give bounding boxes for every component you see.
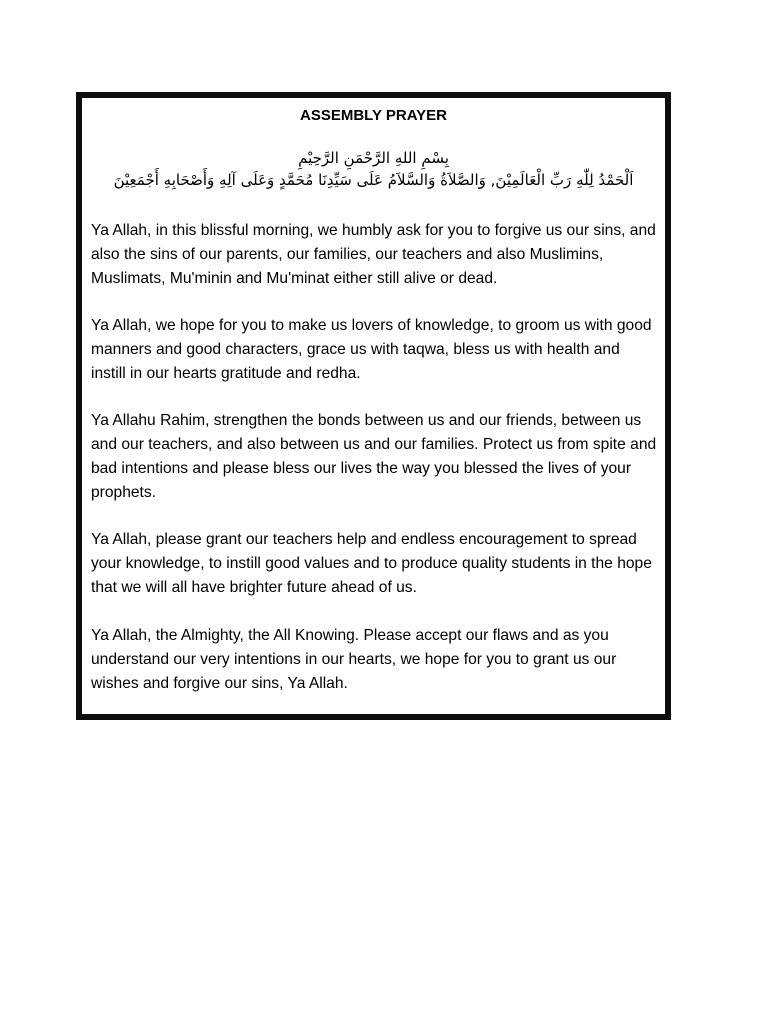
prayer-paragraph-5: Ya Allah, the Almighty, the All Knowing. Please accept our flaws and as you understand our very intentions in our hearts, we hope for you to grant us our wishes and forgive our sins, Ya Allah. [91, 627, 617, 692]
arabic-basmala: بِسْمِ اللهِ الرَّحْمَنِ الرَّحِيْمِ [298, 149, 449, 167]
prayer-document-frame [76, 92, 671, 720]
prayer-paragraph-2: Ya Allah, we hope for you to make us lovers of knowledge, to groom us with good manners and good characters, grace us with taqwa, bless us with health and instill in our hearts gratitude and redha. [91, 317, 652, 382]
document-title: ASSEMBLY PRAYER [300, 107, 447, 124]
arabic-opening-line: اَلْحَمْدُ لِلّٰهِ رَبِّ الْعَالَمِيْنَ, وَالصَّلاَةُ وَالسَّلاَمُ عَلَى سَيِّدِنَا مُحَمَّدٍ وَعَلَى آلِهِ وَأَصْحَابِهِ أَجْمَعِيْنَ [113, 171, 634, 189]
prayer-paragraph-1: Ya Allah, in this blissful morning, we humbly ask for you to forgive us our sins, and also the sins of our parents, our families, our teachers and also Muslimins, Muslimats, Mu'minin and Mu'minat either still alive or dead. [91, 222, 656, 287]
prayer-paragraph-4: Ya Allah, please grant our teachers help and endless encouragement to spread your knowledge, to instill good values and to produce quality students in the hope that we will all have brighter future ahead of us. [91, 531, 652, 596]
prayer-paragraph-3: Ya Allahu Rahim, strengthen the bonds between us and our friends, between us and our teachers, and also between us and our families. Protect us from spite and bad intentions and please bless our lives the way you blessed the lives of your prophets. [91, 412, 657, 501]
